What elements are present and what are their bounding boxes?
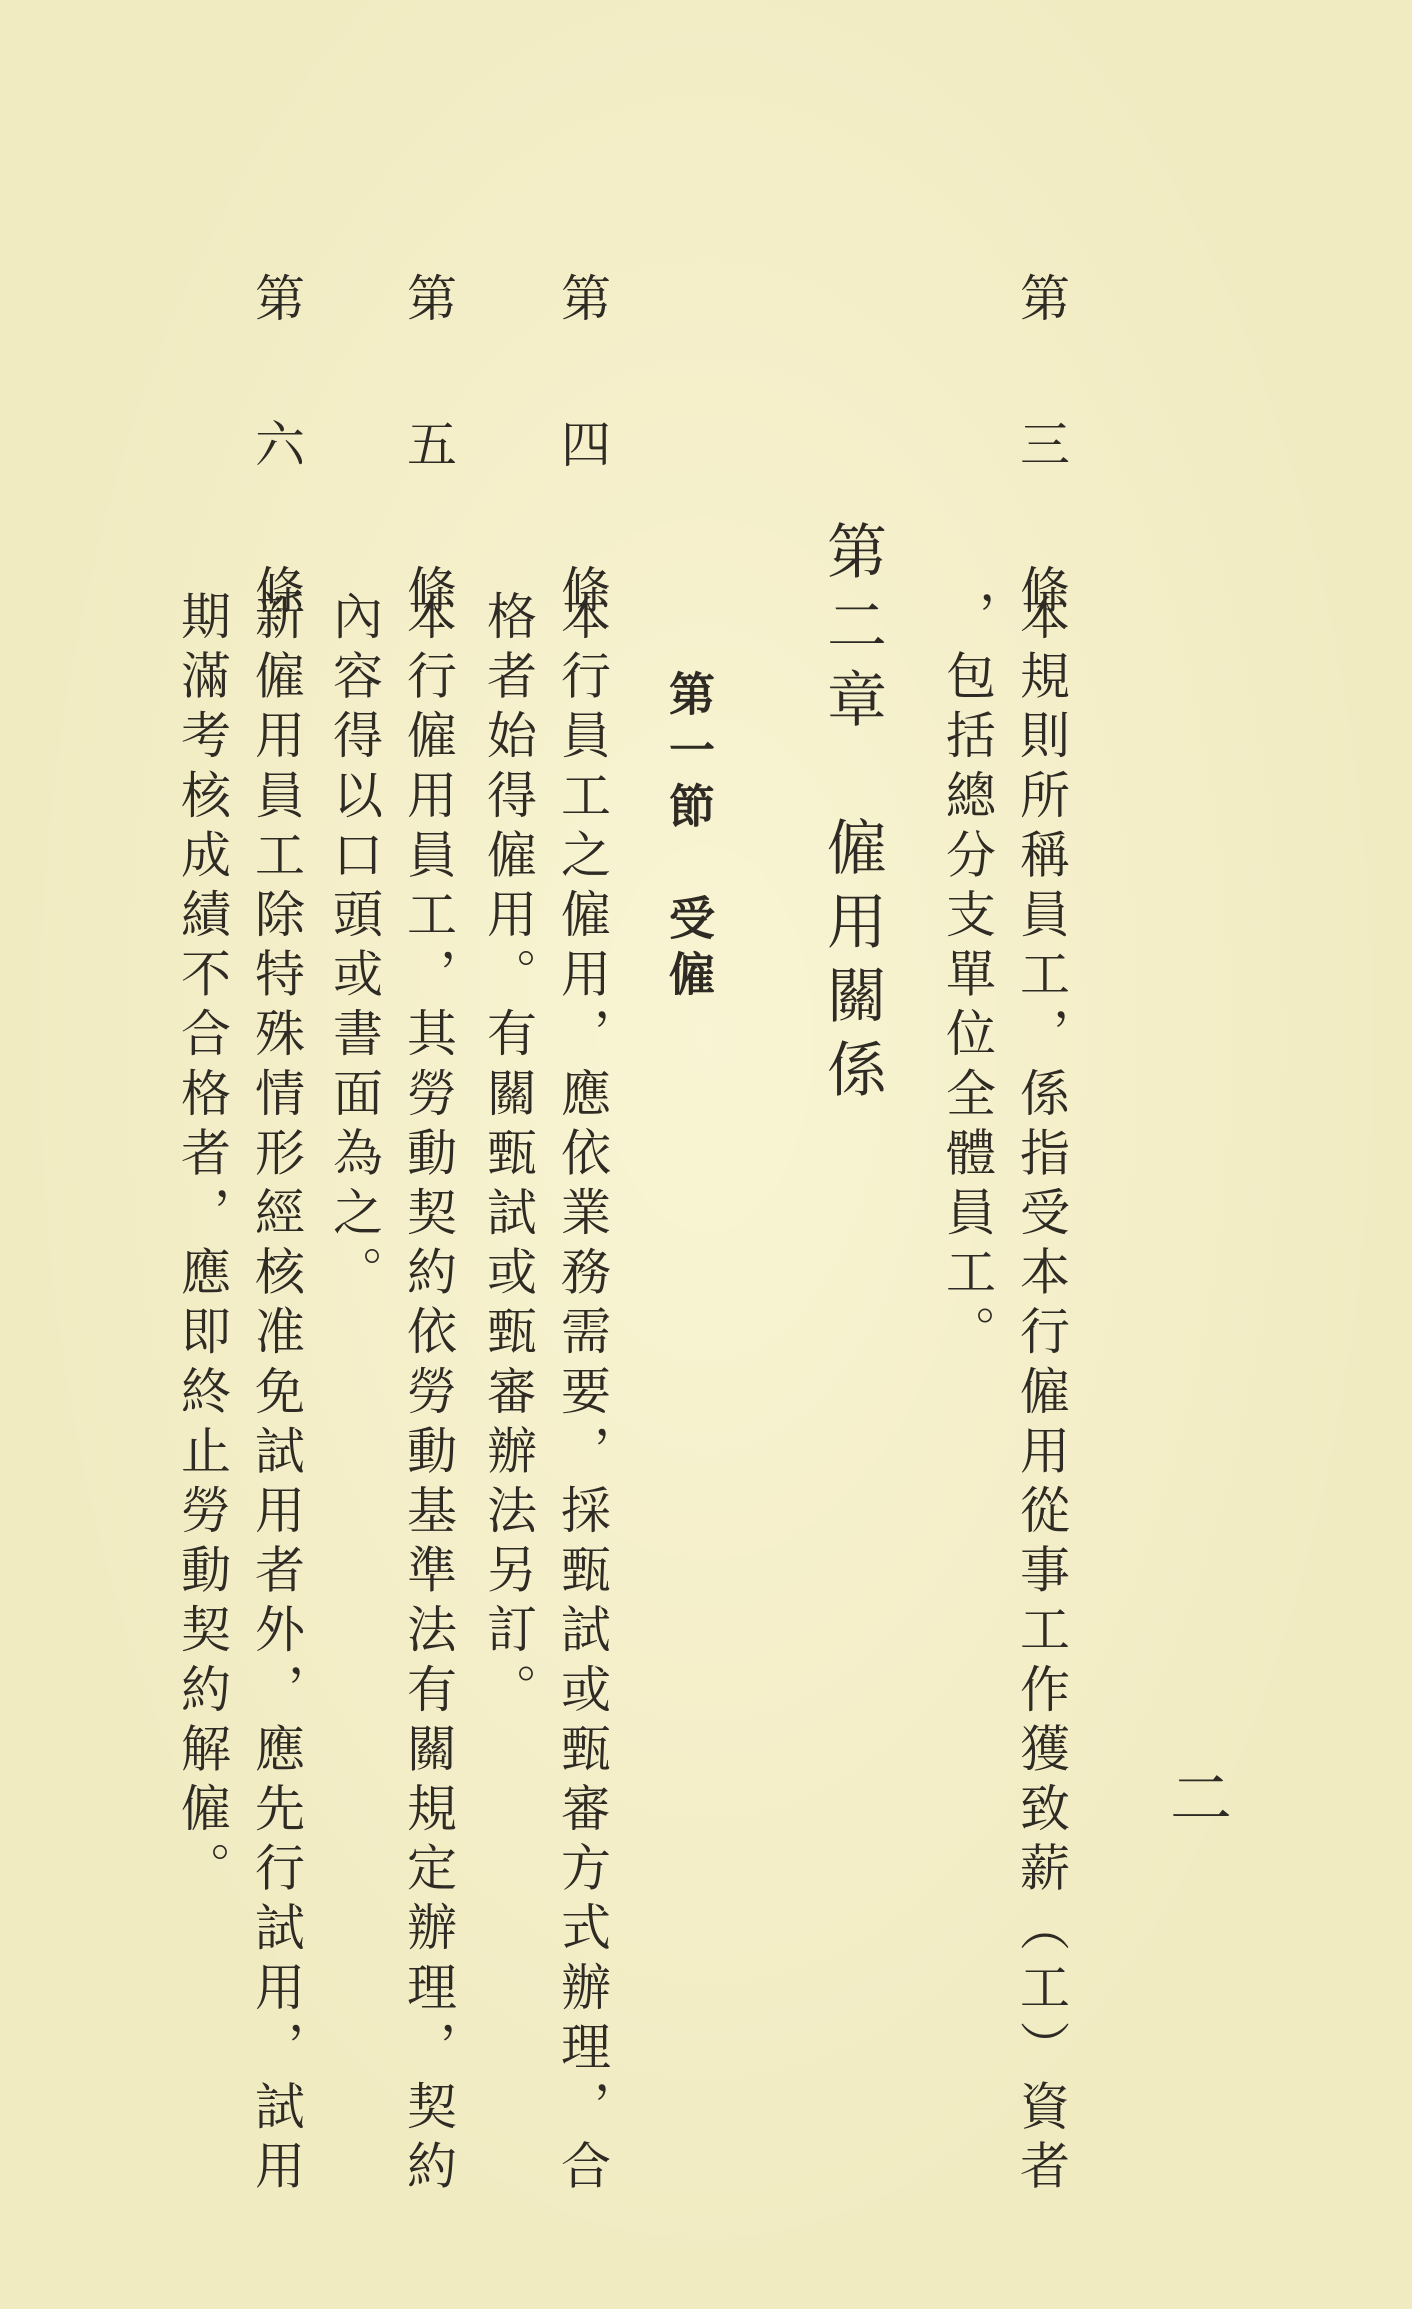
article-5-label: 第五條 (399, 272, 457, 710)
article-6-line-2: 期滿考核成績不合格者，應即終止勞動契約解僱。 (173, 590, 231, 1902)
article-3-line-1: 本規則所稱員工，係指受本行僱用從事工作獲致薪（工）資者 (1012, 590, 1070, 2200)
article-5-line-2: 內容得以口頭或書面為之。 (325, 590, 383, 1306)
article-6-line-1: 新僱用員工除特殊情形經核准免試用者外，應先行試用，試用 (247, 590, 305, 2200)
article-4-label: 第四條 (553, 272, 611, 710)
article-4-line-1: 本行員工之僱用，應依業務需要，採甄試或甄審方式辦理，合 (553, 590, 611, 2200)
article-3-label: 第三條 (1012, 272, 1070, 710)
article-3-line-2: ，包括總分支單位全體員工。 (938, 590, 996, 1365)
article-5-line-1: 本行僱用員工，其勞動契約依勞動基準法有關規定辦理，契約 (399, 590, 457, 2200)
section-title: 第一節 受僱 (662, 670, 716, 1006)
article-4-line-2: 格者始得僱用。有關甄試或甄審辦法另訂。 (479, 590, 537, 1723)
chapter-title: 第二章 僱用關係 (817, 520, 887, 1112)
page-number: 二 (1170, 1762, 1233, 1835)
article-6-label: 第六條 (247, 272, 305, 710)
bleed-through-texture (340, 280, 397, 350)
